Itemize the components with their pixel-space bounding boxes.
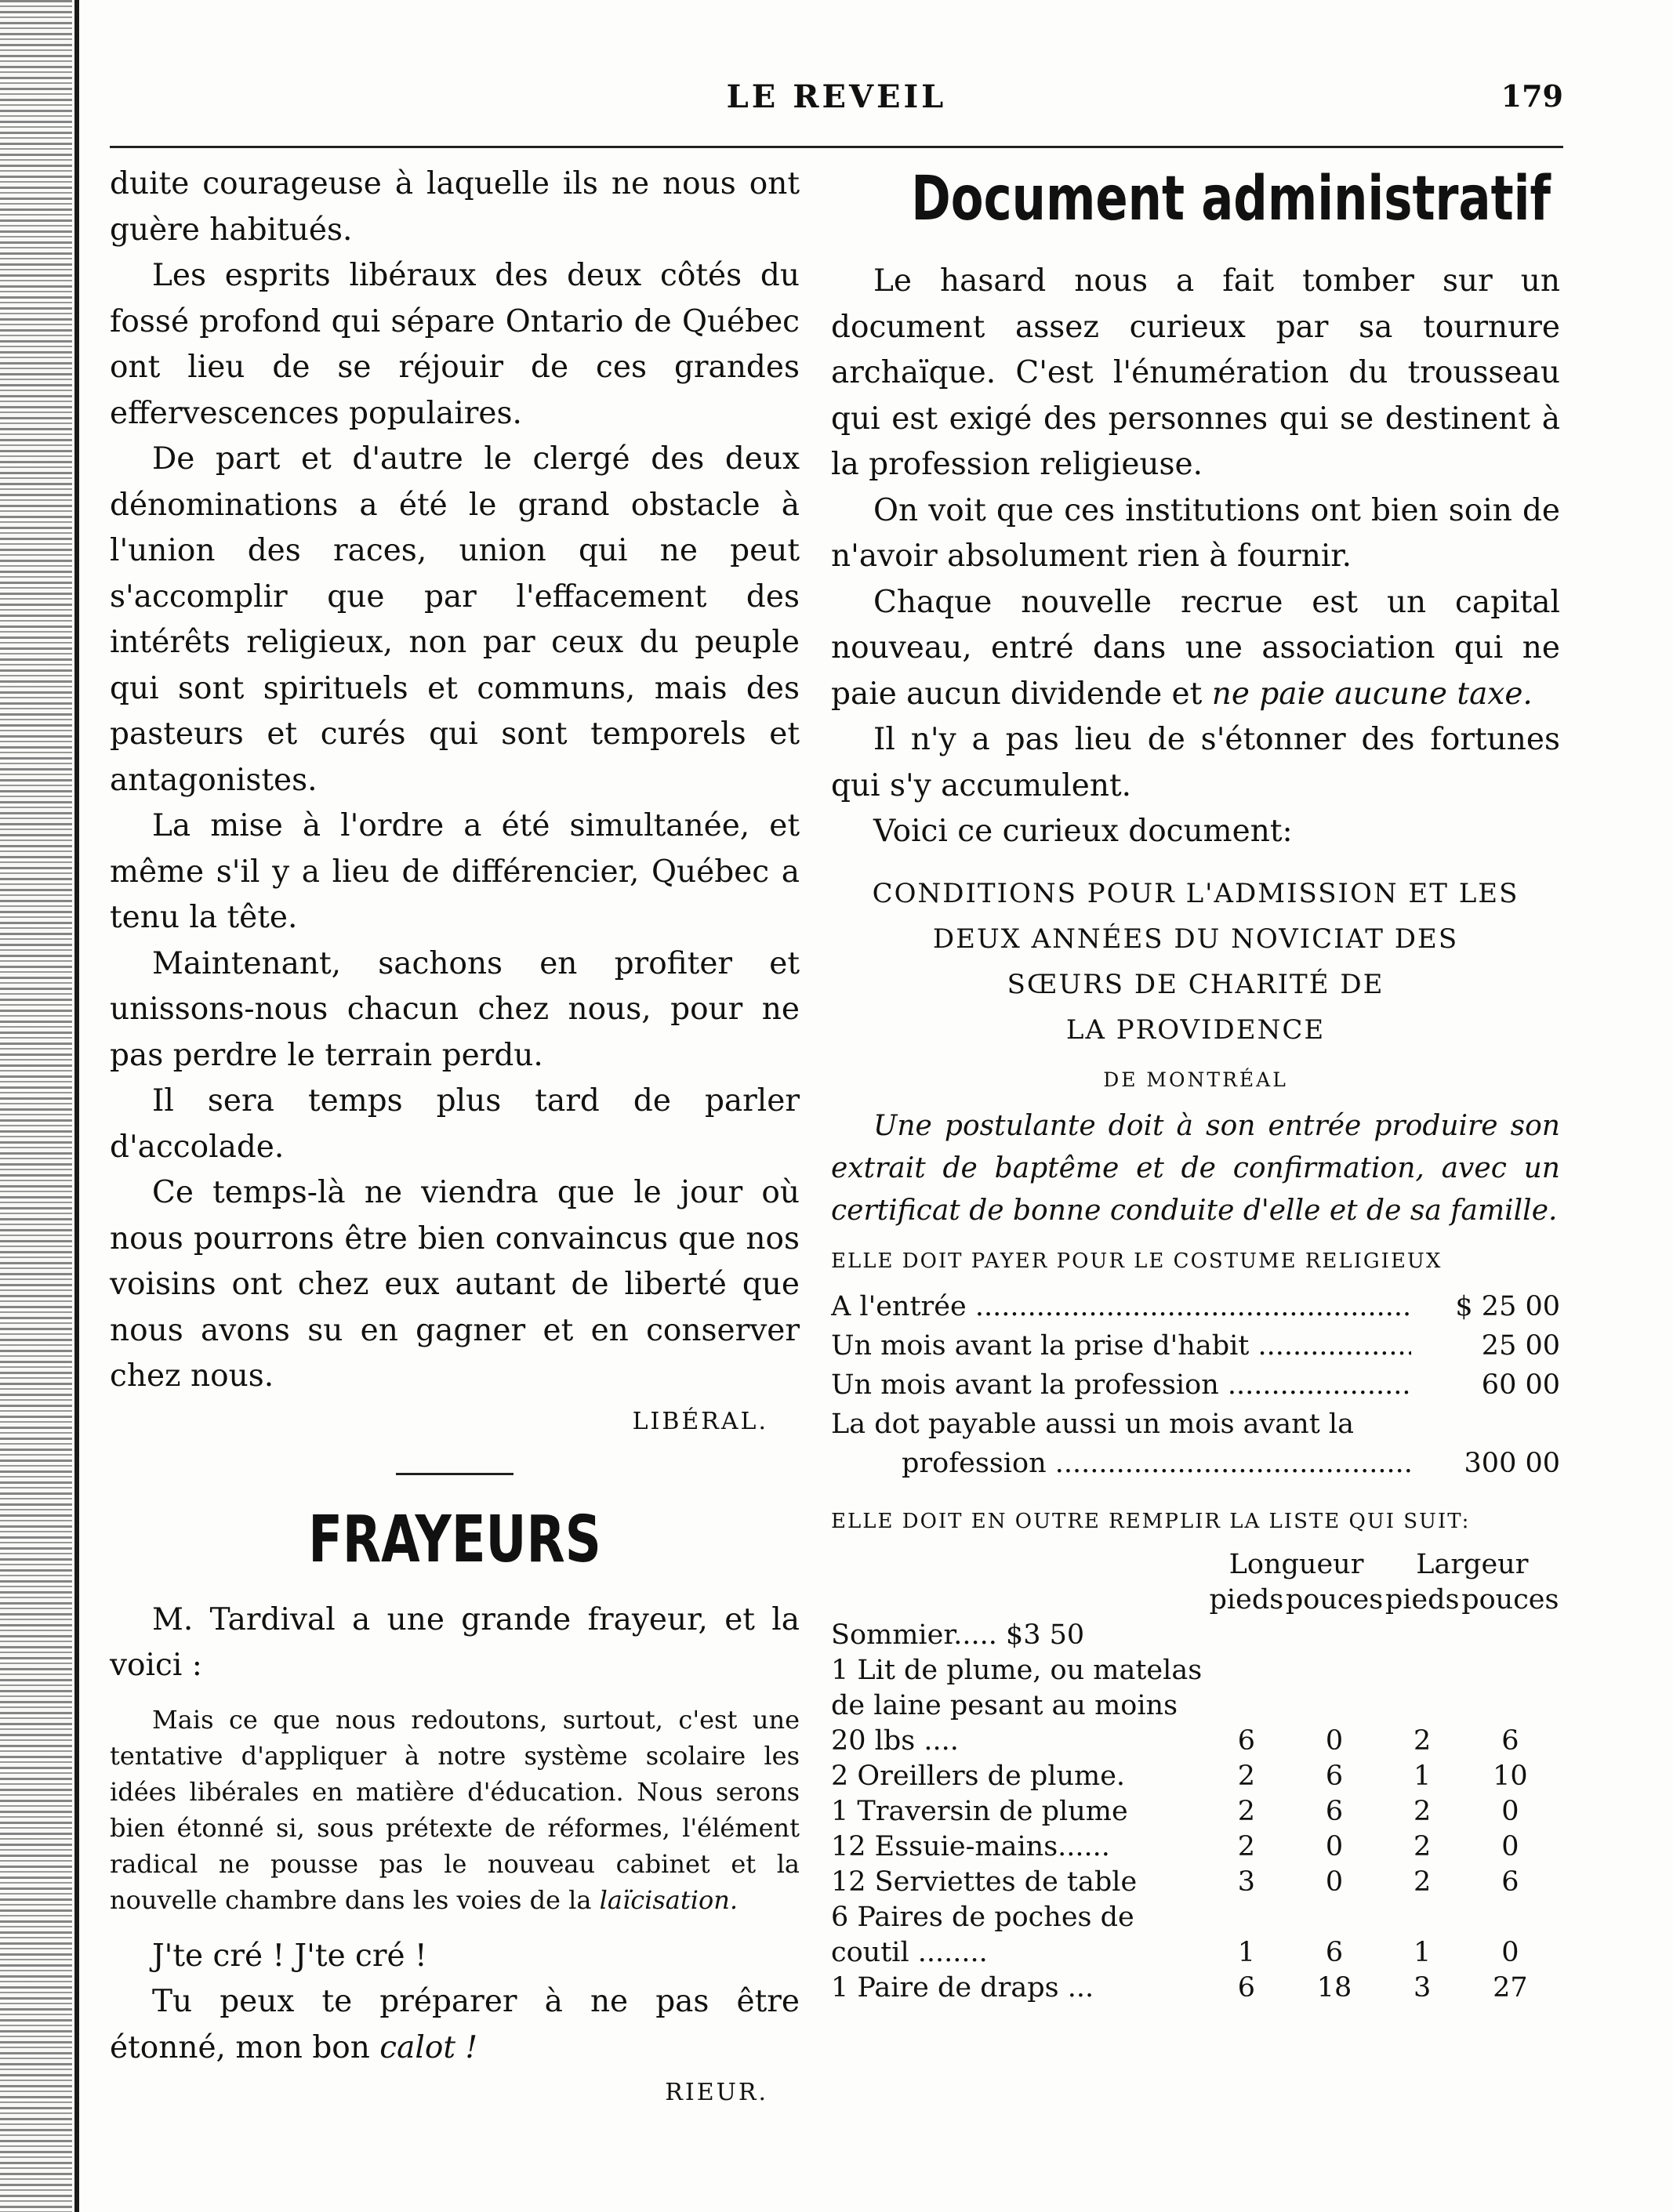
item-name: Sommier..... $3 50	[831, 1619, 1085, 1651]
fee-label: Un mois avant la profession .....	[831, 1365, 1411, 1405]
cell: 18	[1316, 1971, 1352, 2003]
paragraph: duite courageuse à laquelle ils ne nous ont guère habitués.	[110, 166, 800, 248]
cell: 0	[1501, 1830, 1519, 1862]
running-title: LE REVEIL	[726, 78, 947, 115]
fee-amount: 25 00	[1481, 1329, 1560, 1362]
heading-line: DEUX ANNÉES DU NOVICIAT DES	[932, 923, 1459, 955]
cell: 2	[1414, 1830, 1432, 1862]
cell: 3	[1237, 1866, 1256, 1898]
cell	[1461, 1618, 1560, 1653]
subheader-cell: pieds	[1209, 1583, 1284, 1615]
group-header-length: Longueur	[1228, 1548, 1364, 1580]
table-row	[831, 1618, 1560, 1653]
cell: 2	[1237, 1760, 1256, 1792]
paragraph: Il sera temps plus tard de parler d'accolade.	[110, 1083, 800, 1165]
italic-paragraph: Une postulante doit à son entrée produire son extrait de baptême et de confirmation, avec un certificat de bonne conduite d'elle et de sa famille.	[831, 1109, 1560, 1227]
cell: 6	[1501, 1724, 1519, 1757]
cell: 0	[1325, 1830, 1344, 1862]
paragraph	[831, 580, 1560, 718]
cell: 27	[1493, 1971, 1528, 2003]
item-name: 12 Essuie-mains......	[831, 1830, 1110, 1862]
quote-paragraph	[110, 1702, 800, 1918]
cell: 6	[1325, 1936, 1344, 1968]
table-row	[831, 1900, 1560, 1971]
table-subheader	[831, 1583, 1560, 1618]
article-continuation	[110, 161, 800, 1435]
trousseau-table	[831, 1547, 1560, 2006]
paragraph: Il n'y a pas lieu de s'étonner des fortunes qui s'y accumulent.	[831, 722, 1560, 803]
article-title: FRAYEURS	[308, 1502, 601, 1577]
cell: 2	[1414, 1724, 1432, 1757]
cell: 10	[1493, 1760, 1528, 1792]
paragraph: M. Tardival a une grande frayeur, et la voici :	[110, 1601, 800, 1683]
italic-text: calot !	[379, 2029, 478, 2065]
page-number: 179	[1501, 78, 1563, 114]
cell: 6	[1501, 1866, 1519, 1898]
item-name: 1 Lit de plume, ou matelas de laine pesant au moins 20 lbs ....	[831, 1654, 1203, 1757]
fee-amount: 300 00	[1464, 1447, 1560, 1479]
fee-row	[831, 1287, 1560, 1326]
cell: 0	[1325, 1724, 1344, 1757]
heading-line: LA PROVIDENCE	[1065, 1014, 1326, 1046]
paragraph: Les esprits libéraux des deux côtés du fossé profond qui sépare Ontario de Québec ont lieu de se réjouir de ces grandes effervescences populaires.	[110, 258, 800, 431]
fee-label: profession .....	[831, 1444, 1411, 1483]
quote-text: Mais ce que nous redoutons, surtout, c'est une tentative d'appliquer à notre système scolaire les idées libérales en matière d'éducation. Nous serons bien étonné si, sous prétexte de réformes, l'élément radical ne pousse pas le nouveau cabinet et la nouvelle chambre dans les voies de la	[110, 1704, 800, 1915]
cell: 2	[1237, 1795, 1256, 1827]
cell: 2	[1237, 1830, 1256, 1862]
cell: 6	[1237, 1971, 1256, 2003]
quote-italic: laïcisation.	[599, 1884, 738, 1915]
heading-location: DE MONTRÉAL	[1103, 1068, 1288, 1091]
cell: 2	[1414, 1866, 1432, 1898]
table-group-header	[831, 1547, 1560, 1583]
cell: 0	[1501, 1795, 1519, 1827]
cell: 6	[1237, 1724, 1256, 1757]
paragraph: Ce temps-là ne viendra que le jour où nous pourrons être bien convaincus que nos voisins ont chez eux autant de liberté que nous avons su en gagner et en conserver chez nous.	[110, 1175, 800, 1394]
cell	[1284, 1618, 1384, 1653]
subheader-cell: pouces	[1285, 1583, 1384, 1615]
cell: 1	[1414, 1760, 1432, 1792]
fees-list	[831, 1287, 1560, 1483]
binding-rule	[74, 0, 79, 2212]
table-row	[831, 1794, 1560, 1829]
table-row	[831, 1653, 1560, 1759]
article-frayeurs	[110, 1497, 800, 2107]
table-row	[831, 1759, 1560, 1794]
text: Chaque nouvelle recrue est un capital nouveau, entré dans une association qui ne paie aucun dividende et	[831, 584, 1560, 712]
paragraph: Maintenant, sachons en profiter et unissons-nous chacun chez nous, pour ne pas perdre le terrain perdu.	[110, 945, 800, 1073]
cell	[1384, 1618, 1461, 1653]
paragraph: J'te cré ! J'te cré !	[152, 1938, 427, 1974]
fees-heading: ELLE DOIT PAYER POUR LE COSTUME RELIGIEUX	[831, 1249, 1443, 1273]
cell	[1208, 1618, 1284, 1653]
subheader-cell: pieds	[1384, 1583, 1460, 1615]
item-name: 2 Oreillers de plume.	[831, 1760, 1126, 1792]
cell: 1	[1414, 1936, 1432, 1968]
paragraph	[110, 1979, 800, 2071]
paragraph: Voici ce curieux document:	[873, 814, 1293, 849]
cell: 0	[1325, 1866, 1344, 1898]
left-column	[110, 161, 800, 2106]
header-rule	[110, 146, 1563, 148]
fee-amount: $ 25 00	[1455, 1290, 1560, 1322]
table-row	[831, 1865, 1560, 1900]
item-name: 1 Paire de draps ...	[831, 1971, 1094, 2003]
fee-row	[831, 1326, 1560, 1365]
list-heading: ELLE DOIT EN OUTRE REMPLIR LA LISTE QUI SUIT:	[831, 1509, 1471, 1533]
cell: 6	[1325, 1760, 1344, 1792]
cell: 6	[1325, 1795, 1344, 1827]
paragraph: Le hasard nous a fait tomber sur un document assez curieux par sa tournure archaïque. C'est l'énumération du trousseau qui est exigé des personnes qui se destinent à la profession religieuse.	[831, 263, 1560, 482]
section-divider	[396, 1473, 514, 1475]
table-row	[831, 1829, 1560, 1865]
cell: 0	[1501, 1936, 1519, 1968]
item-name: 1 Traversin de plume	[831, 1795, 1128, 1827]
page-binding-edge	[0, 0, 72, 2212]
table-row	[831, 1971, 1560, 2006]
cell: 3	[1414, 1971, 1432, 2003]
item-name: 12 Serviettes de table	[831, 1866, 1138, 1898]
paragraph: De part et d'autre le clergé des deux dénominations a été le grand obstacle à l'union des races, union qui ne peut s'accomplir que par l'effacement des intérêts religieux, non par ceux du peuple qui sont spirituels et communs, mais des pasteurs et curés qui sont temporels et antagonistes.	[110, 441, 800, 798]
signature-rieur: RIEUR.	[665, 2079, 768, 2106]
page-header	[110, 78, 1563, 125]
heading-line: CONDITIONS POUR L'ADMISSION ET LES	[872, 877, 1519, 909]
signature-liberal: LIBÉRAL.	[632, 1407, 768, 1435]
document-heading	[831, 871, 1560, 1053]
fee-label: A l'entrée .....	[831, 1287, 1411, 1326]
italic-text: ne paie aucune taxe.	[1211, 676, 1533, 712]
group-header-width: Largeur	[1416, 1548, 1529, 1580]
fee-row	[831, 1444, 1560, 1483]
paragraph: On voit que ces institutions ont bien soin de n'avoir absolument rien à fournir.	[831, 492, 1560, 574]
fee-row-line: La dot payable aussi un mois avant la	[831, 1408, 1354, 1440]
cell: 1	[1237, 1936, 1256, 1968]
block-quote	[110, 1702, 800, 1918]
fee-label: Un mois avant la prise d'habit .....	[831, 1326, 1411, 1365]
right-column	[831, 161, 1560, 2006]
cell: 2	[1414, 1795, 1432, 1827]
paragraph: La mise à l'ordre a été simultanée, et même s'il y a lieu de différencier, Québec a tenu la tête.	[110, 808, 800, 935]
subheader-cell: pouces	[1461, 1583, 1559, 1615]
article-title: Document administratif	[911, 164, 1551, 234]
text: Tu peux te préparer à ne pas être étonné, mon bon	[110, 1984, 800, 2065]
fee-row	[831, 1365, 1560, 1405]
item-name: 6 Paires de poches de coutil ........	[831, 1901, 1134, 1968]
heading-line: SŒURS DE CHARITÉ DE	[1007, 968, 1384, 1000]
fee-amount: 60 00	[1481, 1369, 1560, 1401]
